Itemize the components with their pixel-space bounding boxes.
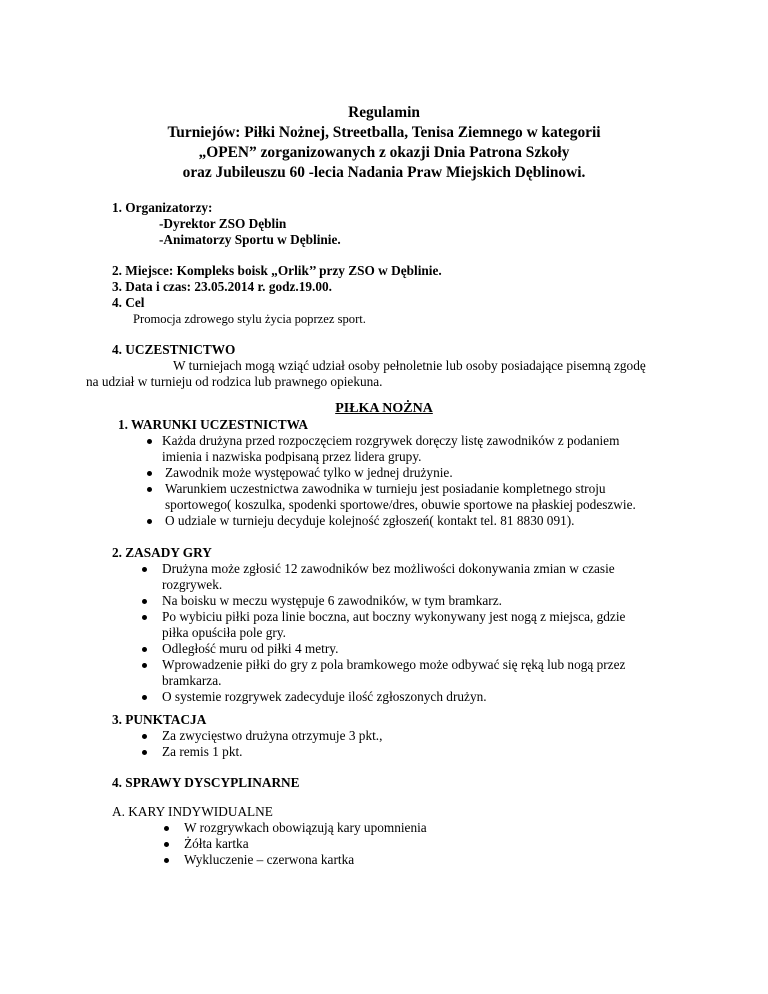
organizer-item: -Dyrektor ZSO Dęblin: [159, 216, 287, 231]
bullet-icon: [142, 695, 147, 700]
list-item: Drużyna może zgłosić 12 zawodników bez możliwości dokonywania zmian w czasie: [162, 561, 615, 576]
bullet-icon: [142, 567, 147, 572]
doc-title-line-3: „OPEN” zorganizowanych z okazji Dnia Patrona Szkoły: [198, 144, 570, 161]
doc-title-line-2: Turniejów: Piłki Nożnej, Streetballa, Tenisa Ziemnego w kategorii: [167, 124, 601, 141]
list-item: Odległość muru od piłki 4 metry.: [162, 641, 339, 656]
organizers-heading: 1. Organizatorzy:: [112, 200, 213, 215]
bullet-icon: [147, 519, 152, 524]
participation-text: na udział w turnieju od rodzica lub prawnego opiekuna.: [86, 374, 383, 389]
organizer-item: -Animatorzy Sportu w Dęblinie.: [159, 232, 341, 247]
participation-heading: 4. UCZESTNICTWO: [112, 342, 236, 357]
list-item: Każda drużyna przed rozpoczęciem rozgrywek doręczy listę zawodników z podaniem: [162, 433, 620, 448]
list-item: W rozgrywkach obowiązują kary upomnienia: [184, 820, 427, 835]
penalties-subheading: A. KARY INDYWIDUALNE: [112, 804, 273, 819]
list-item: Za remis 1 pkt.: [162, 744, 243, 759]
list-item: Za zwycięstwo drużyna otrzymuje 3 pkt.,: [162, 728, 383, 743]
scoring-heading: 3. PUNKTACJA: [112, 712, 207, 727]
bullet-icon: [142, 750, 147, 755]
list-item: Wprowadzenie piłki do gry z pola bramkowego może odbywać się ręką lub nogą przez: [162, 657, 626, 672]
bullet-icon: [142, 615, 147, 620]
bullet-icon: [147, 487, 152, 492]
rules-heading: 2. ZASADY GRY: [112, 545, 212, 560]
football-heading: PIŁKA NOŻNA: [335, 401, 433, 416]
bullet-icon: [142, 734, 147, 739]
list-item: O udziale w turnieju decyduje kolejność zgłoszeń( kontakt tel. 81 8830 091).: [165, 513, 575, 528]
list-item: Na boisku w meczu występuje 6 zawodników, w tym bramkarz.: [162, 593, 502, 608]
date-line: 3. Data i czas: 23.05.2014 r. godz.19.00.: [112, 279, 332, 294]
list-item: O systemie rozgrywek zadecyduje ilość zgłoszonych drużyn.: [162, 689, 487, 704]
bullet-icon: [147, 471, 152, 476]
list-item-cont: piłka opuściła pole gry.: [162, 625, 286, 640]
bullet-icon: [164, 842, 169, 847]
list-item: Po wybiciu piłki poza linie boczna, aut boczny wykonywany jest nogą z miejsca, gdzie: [162, 609, 626, 624]
bullet-icon: [164, 826, 169, 831]
list-item-cont: imienia i nazwiska podpisaną przez lidera grupy.: [162, 449, 422, 464]
list-item: Żółta kartka: [184, 836, 249, 851]
list-item: Wykluczenie – czerwona kartka: [184, 852, 355, 867]
bullet-icon: [142, 599, 147, 604]
participation-text: W turniejach mogą wziąć udział osoby pełnoletnie lub osoby posiadające pisemną zgodę: [173, 358, 646, 373]
bullet-icon: [142, 663, 147, 668]
discipline-heading: 4. SPRAWY DYSCYPLINARNE: [112, 775, 300, 790]
goal-heading: 4. Cel: [112, 295, 145, 310]
doc-title-line-4: oraz Jubileuszu 60 -lecia Nadania Praw Miejskich Dęblinowi.: [182, 164, 586, 181]
conditions-heading: 1. WARUNKI UCZESTNICTWA: [118, 417, 309, 432]
list-item-cont: sportowego( koszulka, spodenki sportowe/dres, obuwie sportowe na płaskiej podeszwie.: [165, 497, 636, 512]
bullet-icon: [164, 858, 169, 863]
doc-title: Regulamin: [348, 104, 420, 121]
list-item: Warunkiem uczestnictwa zawodnika w turnieju jest posiadanie kompletnego stroju: [165, 481, 606, 496]
place-line: 2. Miejsce: Kompleks boisk „Orlik’’ przy ZSO w Dęblinie.: [112, 263, 442, 278]
goal-text: Promocja zdrowego stylu życia poprzez sport.: [133, 312, 366, 326]
bullet-icon: [142, 647, 147, 652]
list-item-cont: bramkarza.: [162, 673, 222, 688]
list-item: Zawodnik może występować tylko w jednej drużynie.: [165, 465, 453, 480]
bullet-icon: [147, 439, 152, 444]
list-item-cont: rozgrywek.: [162, 577, 223, 592]
